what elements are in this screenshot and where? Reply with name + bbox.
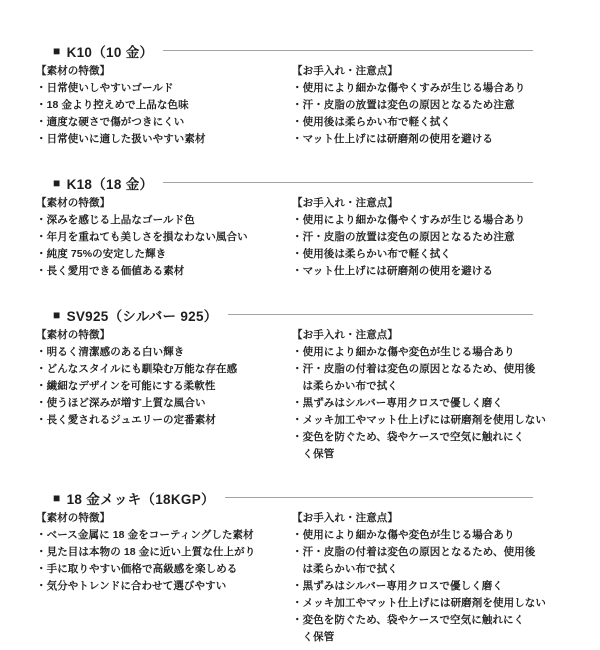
section-title: 18 金メッキ（18KGP） bbox=[66, 491, 215, 507]
item-line: ・深みを感じる上品なゴールド色 bbox=[36, 214, 195, 226]
care-item bbox=[292, 612, 546, 646]
item-line: ・長く愛用できる価値ある素材 bbox=[36, 265, 185, 277]
material-section-k10 bbox=[36, 41, 533, 148]
feature-item bbox=[36, 212, 292, 229]
care-item bbox=[292, 263, 533, 280]
item-line: ・黒ずみはシルバー専用クロスで優しく磨く bbox=[292, 397, 504, 409]
care-item bbox=[292, 544, 546, 578]
item-line: ・黒ずみはシルバー専用クロスで優しく磨く bbox=[292, 580, 504, 592]
care-column bbox=[292, 63, 533, 148]
item-line-continuation: く保管 bbox=[302, 631, 335, 643]
item-line: ・年月を重ねても美しさを損なわない風合い bbox=[36, 231, 248, 243]
section-rule-line bbox=[228, 314, 533, 315]
item-line: ・明るく清潔感のある白い輝き bbox=[36, 346, 185, 358]
item-line: ・使用後は柔らかい布で軽く拭く bbox=[292, 116, 451, 128]
section-title-row bbox=[53, 173, 533, 192]
care-item bbox=[292, 344, 546, 361]
feature-item bbox=[36, 527, 292, 544]
item-line: ・繊細なデザインを可能にする柔軟性 bbox=[36, 380, 216, 392]
item-line: ・使用により細かな傷や変色が生じる場合あり bbox=[292, 346, 515, 358]
item-line: ・汗・皮脂の付着は変色の原因となるため、使用後 bbox=[292, 546, 536, 558]
item-line-continuation: は柔らかい布で拭く bbox=[302, 380, 398, 392]
section-title: K18（18 金） bbox=[66, 176, 154, 192]
section-title: K10（10 金） bbox=[66, 44, 154, 60]
features-header: 【素材の特徴】 bbox=[36, 512, 111, 524]
care-header: 【お手入れ・注意点】 bbox=[292, 65, 398, 77]
item-line: ・メッキ加工やマット仕上げには研磨剤を使用しない bbox=[292, 597, 546, 609]
item-line: ・汗・皮脂の放置は変色の原因となるため注意 bbox=[292, 231, 515, 243]
item-line: ・純度 75%の安定した輝き bbox=[36, 248, 167, 260]
feature-item bbox=[36, 114, 292, 131]
item-line: ・手に取りやすい価格で高級感を楽しめる bbox=[36, 563, 238, 575]
item-line: ・マット仕上げには研磨剤の使用を避ける bbox=[292, 265, 493, 277]
feature-item bbox=[36, 97, 292, 114]
material-section-sv925 bbox=[36, 305, 546, 463]
item-line: ・気分やトレンドに合わせて選びやすい bbox=[36, 580, 227, 592]
features-column bbox=[36, 63, 292, 148]
feature-item bbox=[36, 80, 292, 97]
section-columns bbox=[36, 63, 533, 148]
care-item bbox=[292, 212, 533, 229]
item-line: ・どんなスタイルにも馴染む万能な存在感 bbox=[36, 363, 238, 375]
care-list bbox=[292, 527, 546, 646]
features-header: 【素材の特徴】 bbox=[36, 329, 111, 341]
care-item bbox=[292, 412, 546, 429]
care-item bbox=[292, 578, 546, 595]
care-item bbox=[292, 229, 533, 246]
feature-item bbox=[36, 378, 292, 395]
item-line: ・変色を防ぐため、袋やケースで空気に触れにく bbox=[292, 614, 525, 626]
care-header: 【お手入れ・注意点】 bbox=[292, 197, 398, 209]
care-item bbox=[292, 131, 533, 148]
care-column bbox=[292, 195, 533, 280]
care-item bbox=[292, 246, 533, 263]
care-header: 【お手入れ・注意点】 bbox=[292, 512, 398, 524]
item-line-continuation: く保管 bbox=[302, 448, 335, 460]
section-columns bbox=[36, 510, 546, 646]
section-title-row bbox=[53, 41, 533, 60]
item-line: ・使うほど深みが増す上質な風合い bbox=[36, 397, 206, 409]
item-line: ・日常使いに適した扱いやすい素材 bbox=[36, 133, 206, 145]
item-line: ・使用により細かな傷やくすみが生じる場合あり bbox=[292, 214, 526, 226]
care-header: 【お手入れ・注意点】 bbox=[292, 329, 398, 341]
care-column bbox=[292, 510, 546, 646]
section-rule-line bbox=[163, 50, 533, 51]
item-line: ・使用後は柔らかい布で軽く拭く bbox=[292, 248, 451, 260]
square-bullet-icon: ■ bbox=[53, 43, 61, 58]
material-section-k18 bbox=[36, 173, 533, 280]
feature-item bbox=[36, 395, 292, 412]
care-item bbox=[292, 80, 533, 97]
item-line: ・使用により細かな傷や変色が生じる場合あり bbox=[292, 529, 515, 541]
material-section-18kgp bbox=[36, 488, 546, 646]
feature-item bbox=[36, 263, 292, 280]
feature-item bbox=[36, 412, 292, 429]
feature-item bbox=[36, 578, 292, 595]
care-list bbox=[292, 344, 546, 463]
features-column bbox=[36, 195, 292, 280]
section-rule-line bbox=[225, 497, 533, 498]
care-item bbox=[292, 429, 546, 463]
item-line: ・見た目は本物の 18 金に近い上質な仕上がり bbox=[36, 546, 256, 558]
care-item bbox=[292, 361, 546, 395]
section-columns bbox=[36, 327, 546, 463]
square-bullet-icon: ■ bbox=[53, 175, 61, 190]
item-line: ・適度な硬さで傷がつきにくい bbox=[36, 116, 185, 128]
item-line: ・汗・皮脂の放置は変色の原因となるため注意 bbox=[292, 99, 515, 111]
item-line: ・長く愛されるジュエリーの定番素材 bbox=[36, 414, 216, 426]
item-line: ・18 金より控えめで上品な色味 bbox=[36, 99, 189, 111]
care-item bbox=[292, 97, 533, 114]
care-item bbox=[292, 527, 546, 544]
care-item bbox=[292, 595, 546, 612]
features-list bbox=[36, 80, 292, 148]
item-line: ・使用により細かな傷やくすみが生じる場合あり bbox=[292, 82, 526, 94]
feature-item bbox=[36, 131, 292, 148]
features-header: 【素材の特徴】 bbox=[36, 65, 111, 77]
square-bullet-icon: ■ bbox=[53, 307, 61, 322]
section-rule-line bbox=[163, 182, 533, 183]
feature-item bbox=[36, 561, 292, 578]
features-list bbox=[36, 212, 292, 280]
square-bullet-icon: ■ bbox=[53, 490, 61, 505]
care-list bbox=[292, 212, 533, 280]
section-title: SV925（シルバー 925） bbox=[66, 308, 218, 324]
features-list bbox=[36, 527, 292, 595]
section-title-row bbox=[53, 305, 533, 324]
item-line: ・汗・皮脂の付着は変色の原因となるため、使用後 bbox=[292, 363, 536, 375]
features-column bbox=[36, 327, 292, 463]
features-header: 【素材の特徴】 bbox=[36, 197, 111, 209]
care-item bbox=[292, 114, 533, 131]
item-line-continuation: は柔らかい布で拭く bbox=[302, 563, 398, 575]
features-list bbox=[36, 344, 292, 429]
feature-item bbox=[36, 229, 292, 246]
care-column bbox=[292, 327, 546, 463]
features-column bbox=[36, 510, 292, 646]
section-columns bbox=[36, 195, 533, 280]
item-line: ・日常使いしやすいゴールド bbox=[36, 82, 174, 94]
feature-item bbox=[36, 361, 292, 378]
feature-item bbox=[36, 246, 292, 263]
feature-item bbox=[36, 344, 292, 361]
feature-item bbox=[36, 544, 292, 561]
item-line: ・マット仕上げには研磨剤の使用を避ける bbox=[292, 133, 493, 145]
care-list bbox=[292, 80, 533, 148]
section-title-row bbox=[53, 488, 533, 507]
care-item bbox=[292, 395, 546, 412]
item-line: ・変色を防ぐため、袋やケースで空気に触れにく bbox=[292, 431, 525, 443]
item-line: ・メッキ加工やマット仕上げには研磨剤を使用しない bbox=[292, 414, 546, 426]
item-line: ・ベース金属に 18 金をコーティングした素材 bbox=[36, 529, 254, 541]
